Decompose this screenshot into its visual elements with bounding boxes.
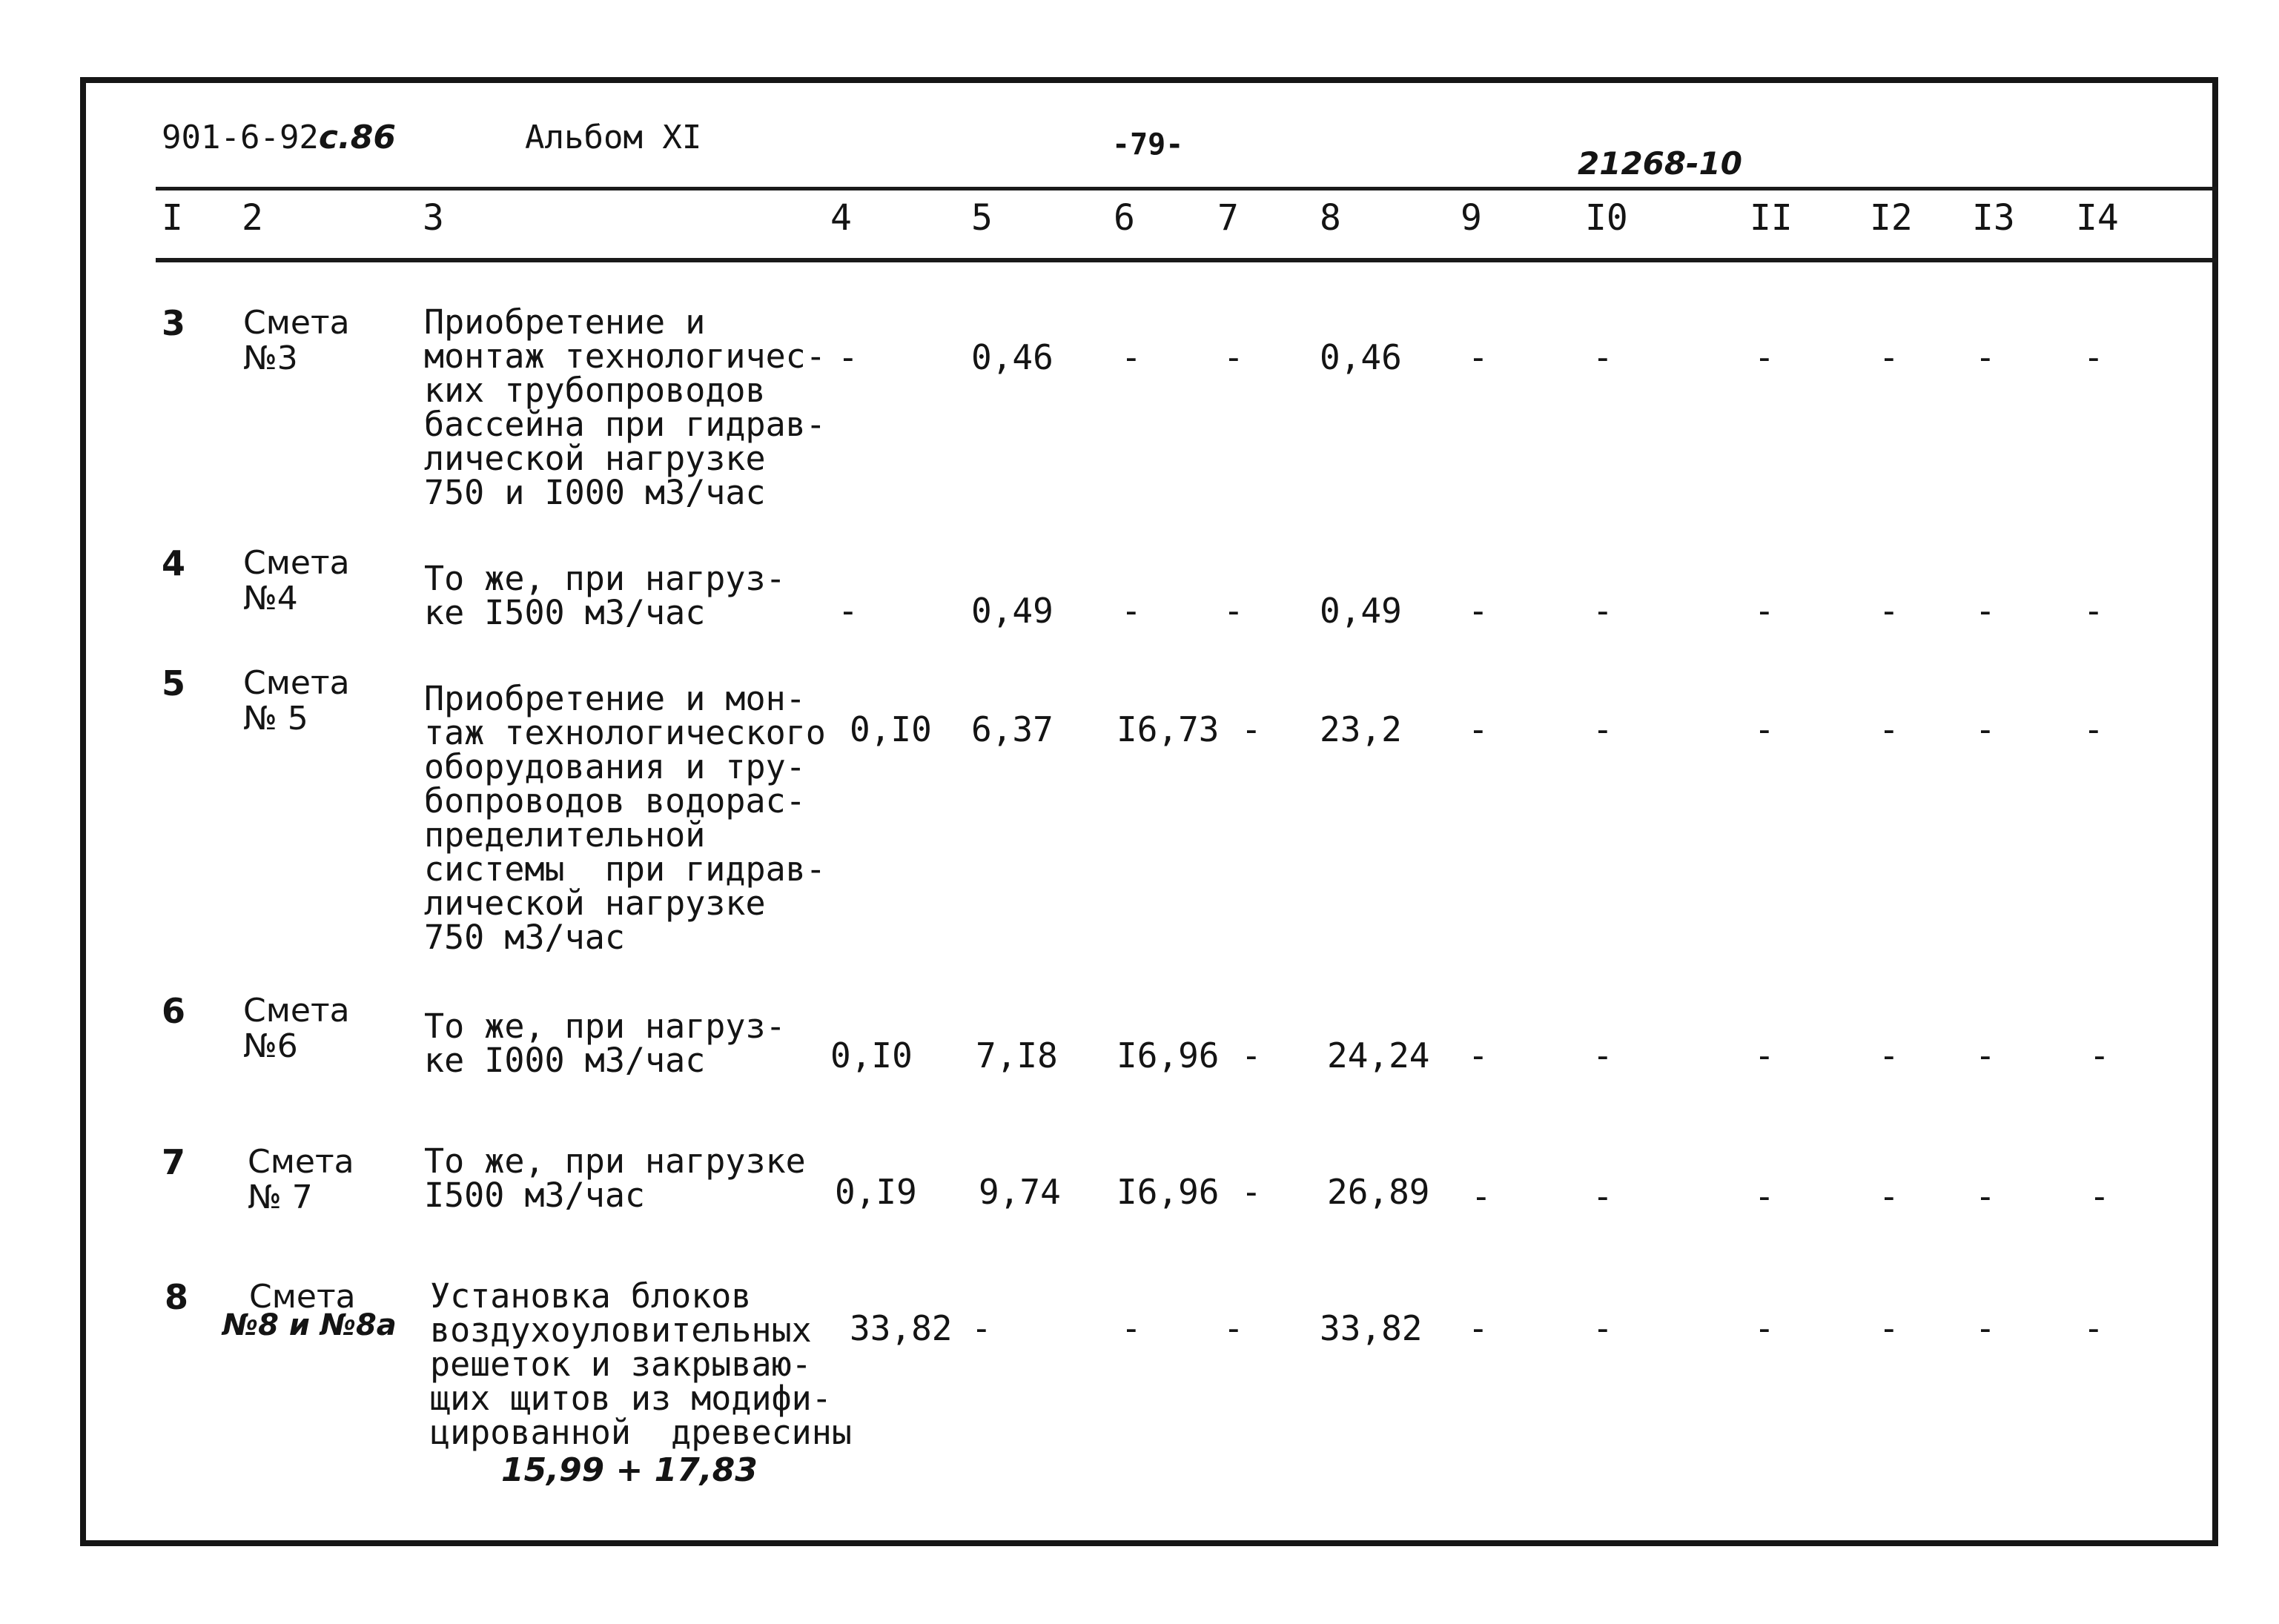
col8-value: 33,82: [1320, 1308, 1423, 1348]
estimate-ref: Смета №4: [243, 544, 350, 617]
work-description: Приобретение и монтаж технологичес- ких трубопроводов бассейна при гидрав- лической нагрузке 750 и I000 м3/час: [424, 302, 826, 512]
column-header-4: 4: [830, 197, 852, 239]
col7-value: -: [1241, 709, 1262, 749]
col5-value: -: [971, 1308, 992, 1348]
col12-value: -: [1879, 709, 1899, 749]
description-handwritten-sum: 15,99 + 17,83: [501, 1451, 758, 1489]
work-description: То же, при нагруз- ке I000 м3/час: [424, 1007, 786, 1080]
estimate-ref-handwritten: №8 и №8а: [222, 1308, 397, 1342]
col12-value: -: [1879, 1308, 1899, 1348]
col8-value: 24,24: [1327, 1035, 1430, 1076]
estimate-ref: Смета № 5: [243, 664, 350, 738]
col9-value: -: [1468, 337, 1489, 377]
column-header-7: 7: [1217, 197, 1239, 239]
col5-value: 7,I8: [976, 1035, 1058, 1076]
col10-value: -: [1592, 591, 1613, 631]
col6-value: I6,96: [1117, 1035, 1220, 1076]
col11-value: -: [1754, 1176, 1775, 1216]
estimate-ref: Смета № 7: [248, 1143, 354, 1216]
col13-value: -: [1975, 1176, 1996, 1216]
col14-value: -: [2089, 1035, 2110, 1076]
col13-value: -: [1975, 591, 1996, 631]
col5-value: 0,46: [971, 337, 1054, 377]
column-header-10: I0: [1585, 197, 1628, 239]
col11-value: -: [1754, 709, 1775, 749]
row-number: 4: [162, 543, 186, 583]
col7-value: -: [1223, 1308, 1244, 1348]
column-header-11: II: [1750, 197, 1793, 239]
column-header-1: I: [162, 197, 183, 239]
col10-value: -: [1592, 337, 1613, 377]
doc-code-handwritten: c.86: [318, 119, 396, 156]
row-number: 5: [162, 663, 186, 703]
col4-value: -: [838, 591, 859, 631]
col9-value: -: [1471, 1176, 1492, 1216]
col11-value: -: [1754, 337, 1775, 377]
estimate-ref: Смета: [249, 1278, 356, 1316]
col11-value: -: [1754, 1035, 1775, 1076]
row-number: 7: [162, 1142, 186, 1182]
header-rule-bottom: [156, 258, 2217, 262]
col7-value: -: [1223, 591, 1244, 631]
column-header-2: 2: [242, 197, 263, 239]
col14-value: -: [2083, 591, 2104, 631]
col8-value: 0,46: [1320, 337, 1402, 377]
row-number: 3: [162, 303, 186, 343]
column-header-3: 3: [423, 197, 444, 239]
col5-value: 6,37: [971, 709, 1054, 749]
col7-value: -: [1223, 337, 1244, 377]
work-description: Установка блоков воздухоуловительных решеток и закрываю- щих щитов из модифи- цированной древесины: [430, 1276, 852, 1452]
col6-value: -: [1121, 1308, 1142, 1348]
col12-value: -: [1879, 337, 1899, 377]
col6-value: I6,73: [1117, 709, 1220, 749]
work-description: Приобретение и мон- таж технологического оборудования и тру- бопроводов водорас- пределительной системы при гидрав- лической нагрузке 750 м3/час: [424, 679, 826, 957]
column-header-5: 5: [971, 197, 993, 239]
header-rule-top: [156, 187, 2217, 190]
col14-value: -: [2083, 709, 2104, 749]
estimate-ref: Смета №6: [243, 992, 350, 1065]
col9-value: -: [1468, 591, 1489, 631]
col5-value: 0,49: [971, 591, 1054, 631]
col4-value: 0,I0: [830, 1035, 913, 1076]
col13-value: -: [1975, 709, 1996, 749]
col8-value: 26,89: [1327, 1172, 1430, 1212]
col10-value: -: [1592, 1035, 1613, 1076]
col4-value: 0,I0: [850, 709, 932, 749]
estimate-ref: Смета №3: [243, 304, 350, 377]
row-number: 8: [165, 1277, 189, 1317]
col4-value: -: [838, 337, 859, 377]
col9-value: -: [1468, 1035, 1489, 1076]
album-label: Альбом XI: [525, 119, 702, 156]
col6-value: I6,96: [1117, 1172, 1220, 1212]
col7-value: -: [1241, 1035, 1262, 1076]
col6-value: -: [1121, 591, 1142, 631]
col7-value: -: [1241, 1172, 1262, 1212]
col14-value: -: [2083, 337, 2104, 377]
row-number: 6: [162, 991, 186, 1031]
col10-value: -: [1592, 1176, 1613, 1216]
col6-value: -: [1121, 337, 1142, 377]
col13-value: -: [1975, 1308, 1996, 1348]
doc-code-typed: 901-6-92: [162, 119, 319, 156]
column-header-8: 8: [1320, 197, 1341, 239]
col11-value: -: [1754, 591, 1775, 631]
col9-value: -: [1468, 709, 1489, 749]
col13-value: -: [1975, 337, 1996, 377]
work-description: То же, при нагруз- ке I500 м3/час: [424, 559, 786, 632]
col12-value: -: [1879, 1176, 1899, 1216]
col10-value: -: [1592, 1308, 1613, 1348]
col8-value: 0,49: [1320, 591, 1402, 631]
col14-value: -: [2083, 1308, 2104, 1348]
col11-value: -: [1754, 1308, 1775, 1348]
column-header-14: I4: [2076, 197, 2119, 239]
col14-value: -: [2089, 1176, 2110, 1216]
col5-value: 9,74: [979, 1172, 1061, 1212]
column-header-9: 9: [1461, 197, 1482, 239]
col13-value: -: [1975, 1035, 1996, 1076]
col9-value: -: [1468, 1308, 1489, 1348]
column-header-6: 6: [1114, 197, 1135, 239]
col4-value: 33,82: [850, 1308, 953, 1348]
column-header-13: I3: [1972, 197, 2015, 239]
work-description: То же, при нагрузке I500 м3/час: [424, 1141, 806, 1215]
col12-value: -: [1879, 1035, 1899, 1076]
page-number: -79-: [1112, 127, 1184, 162]
col10-value: -: [1592, 709, 1613, 749]
doc-code: [162, 119, 396, 156]
column-header-12: I2: [1870, 197, 1913, 239]
col4-value: 0,I9: [835, 1172, 917, 1212]
col8-value: 23,2: [1320, 709, 1402, 749]
reference-number: 21268-10: [1578, 145, 1742, 182]
col12-value: -: [1879, 591, 1899, 631]
